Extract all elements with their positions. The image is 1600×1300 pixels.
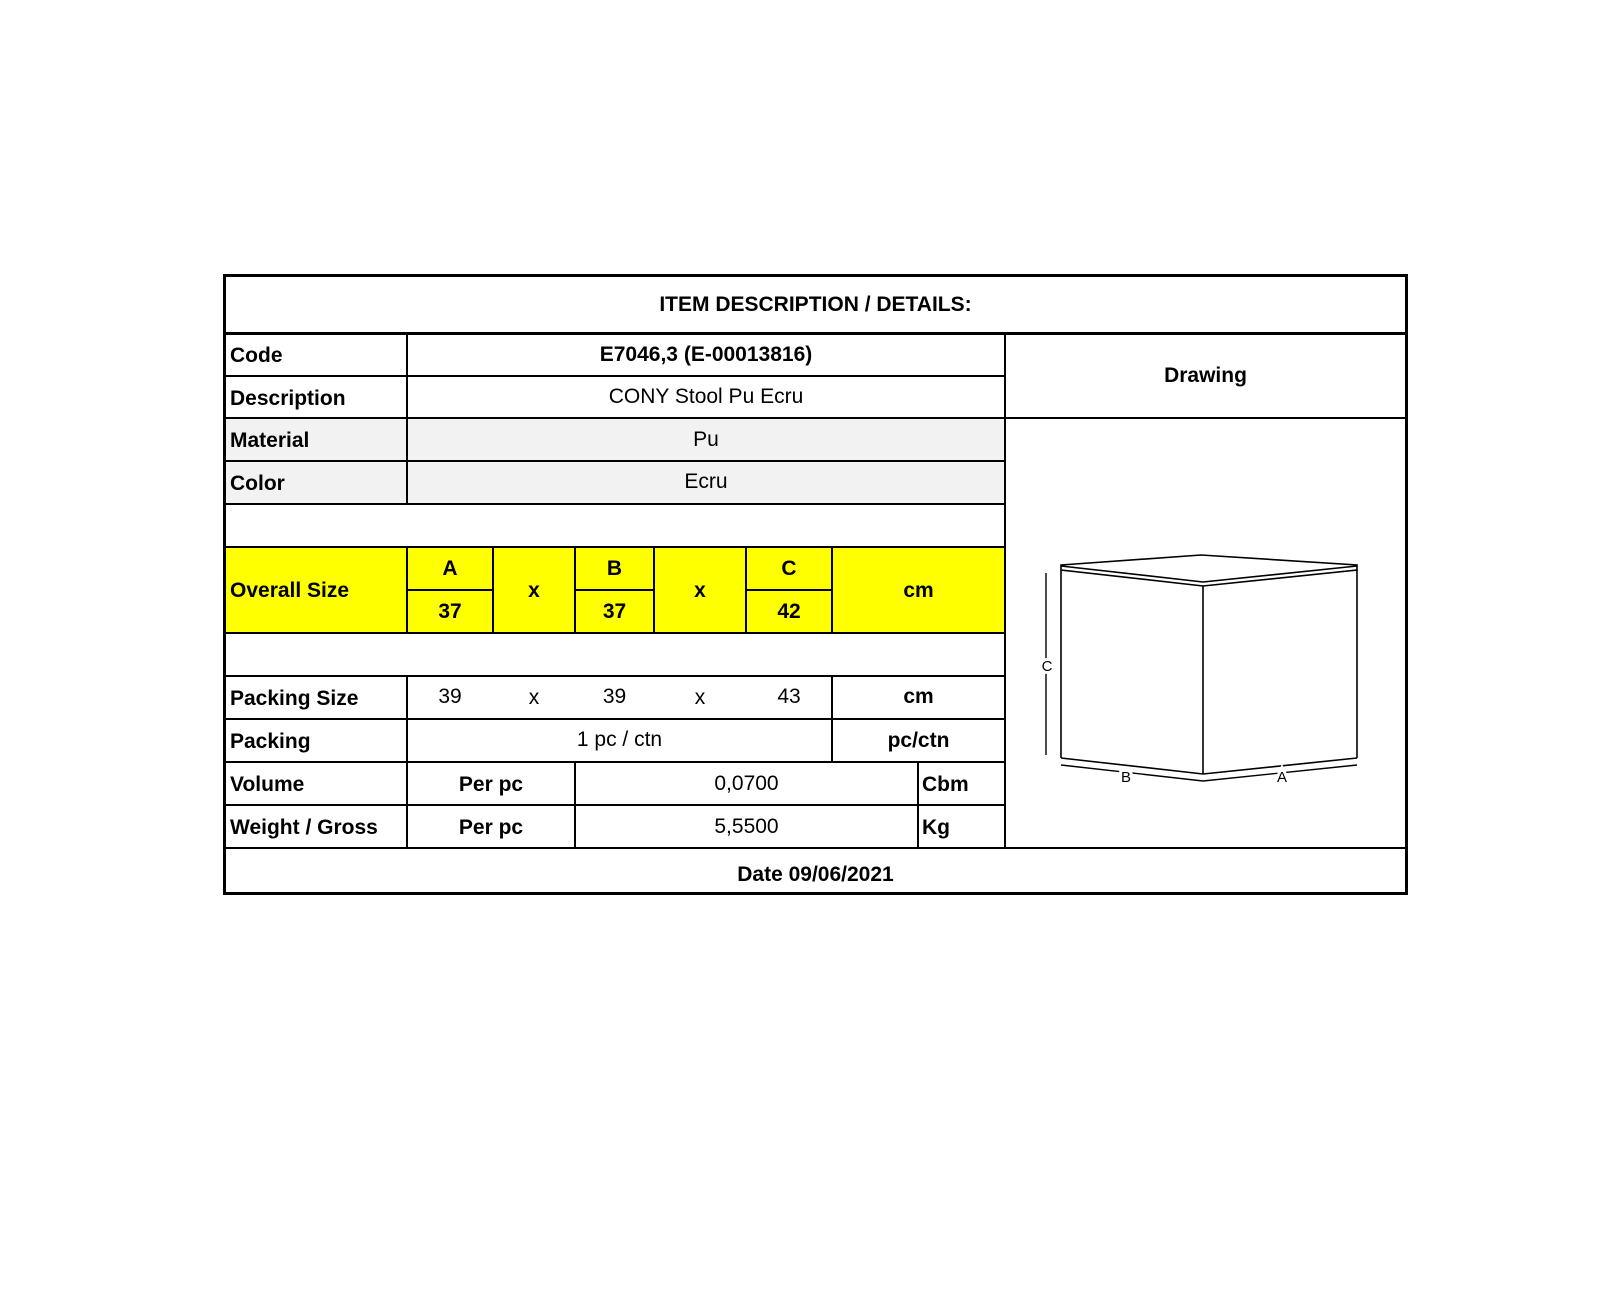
- color-value: Ecru: [684, 470, 728, 493]
- packing-size-unit: cm: [903, 685, 934, 708]
- packing-size-value-c: 43: [777, 685, 801, 708]
- packing-size-label: Packing Size: [230, 686, 359, 710]
- dimension-label-b: B: [1120, 769, 1132, 786]
- volume-unit: Cbm: [922, 772, 969, 796]
- volume-value: 0,0700: [714, 771, 779, 795]
- dimension-label-c: C: [1041, 658, 1053, 675]
- packing-value: 1 pc / ctn: [576, 728, 663, 751]
- packing-size-value-a: 39: [438, 685, 462, 708]
- overall-size-value-c: 42: [777, 599, 801, 623]
- header-title: ITEM DESCRIPTION / DETAILS:: [659, 293, 972, 316]
- code-value: E7046,3 (E-00013816): [599, 343, 813, 366]
- overall-size-label: Overall Size: [230, 578, 350, 602]
- item-details-sheet: [223, 274, 1408, 895]
- weight-value: 5,5500: [714, 814, 779, 838]
- stool-drawing: [226, 277, 1405, 892]
- dimension-label-a: A: [1276, 769, 1288, 786]
- packing-label: Packing: [230, 729, 311, 753]
- weight-basis: Per pc: [458, 815, 524, 839]
- footer-date: Date 09/06/2021: [737, 863, 894, 886]
- description-value: CONY Stool Pu Ecru: [608, 385, 804, 408]
- overall-size-value-a: 37: [438, 599, 462, 623]
- volume-basis: Per pc: [458, 772, 524, 796]
- drawing-title: Drawing: [1164, 364, 1247, 387]
- material-value: Pu: [693, 428, 719, 451]
- packing-size-separator: x: [528, 686, 540, 709]
- packing-unit: pc/ctn: [887, 729, 950, 752]
- packing-size-separator: x: [694, 686, 706, 709]
- overall-size-separator: x: [694, 578, 706, 602]
- stool-box-outline: [1061, 555, 1357, 774]
- packing-size-value-b: 39: [602, 685, 627, 708]
- dimension-lines: [1046, 573, 1357, 781]
- color-label: Color: [230, 471, 285, 495]
- overall-size-value-b: 37: [602, 599, 627, 623]
- description-label: Description: [230, 386, 346, 410]
- overall-size-header-c: C: [781, 556, 797, 580]
- weight-label: Weight / Gross: [230, 815, 378, 839]
- material-label: Material: [230, 428, 310, 452]
- weight-unit: Kg: [922, 815, 950, 839]
- code-label: Code: [230, 343, 283, 367]
- volume-label: Volume: [230, 772, 305, 796]
- overall-size-header-a: A: [442, 556, 458, 580]
- overall-size-header-b: B: [606, 556, 623, 580]
- overall-size-separator: x: [528, 578, 540, 602]
- overall-size-unit: cm: [903, 578, 934, 602]
